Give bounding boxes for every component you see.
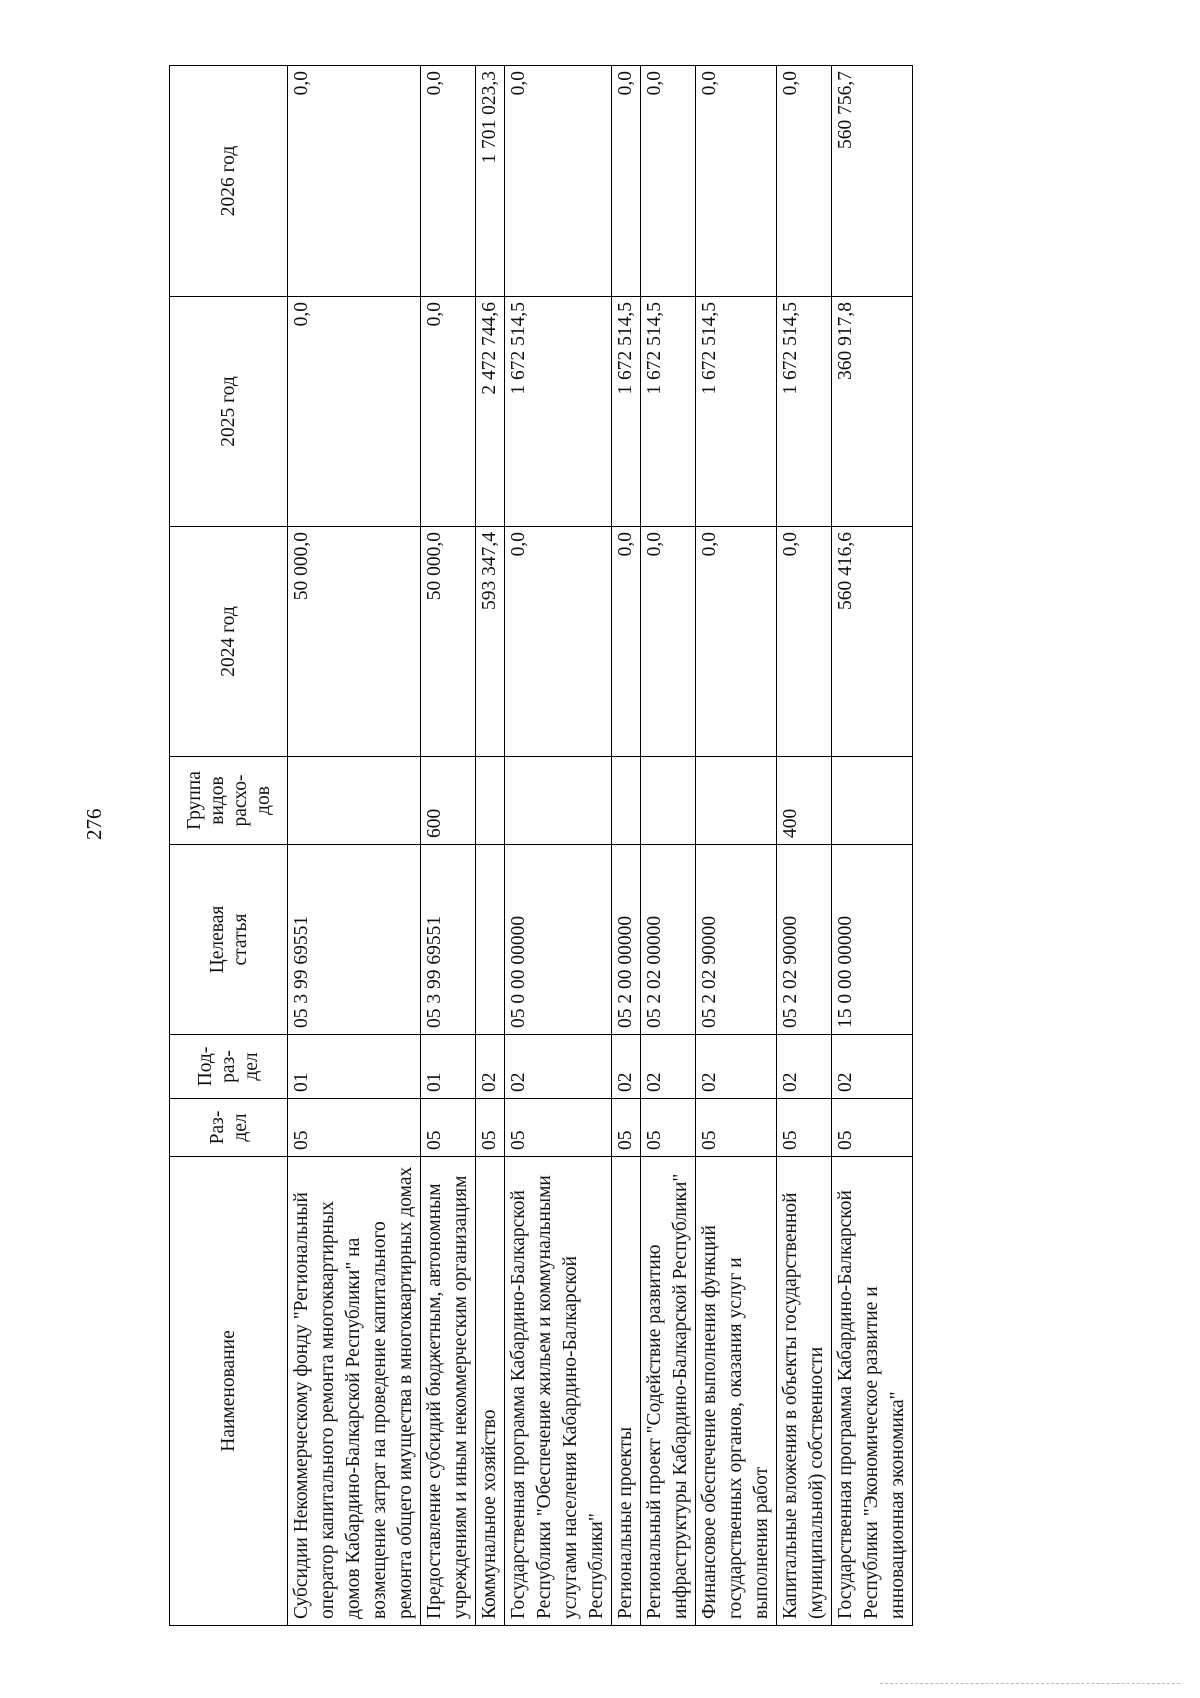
cell-2025: 1 672 514,5 bbox=[777, 297, 832, 527]
cell-razdel: 05 bbox=[476, 1099, 505, 1157]
cell-name: Финансовое обеспечение выполнения функций государственных органов, оказания услуг и выполнения работ bbox=[696, 1157, 777, 1626]
cell-2026: 0,0 bbox=[777, 66, 832, 297]
cell-razdel: 05 bbox=[832, 1099, 913, 1157]
cell-2025: 0,0 bbox=[288, 297, 421, 527]
cell-name: Государственная программа Кабардино-Балкарской Республики "Обеспечение жильем и коммунальными услугами населения Кабардино-Балкарской Республики" bbox=[505, 1157, 612, 1626]
table-row bbox=[505, 66, 612, 1626]
cell-razdel: 05 bbox=[777, 1099, 832, 1157]
cell-razdel: 05 bbox=[612, 1099, 641, 1157]
cell-podrazdel: 02 bbox=[696, 1035, 777, 1099]
cell-2025: 1 672 514,5 bbox=[612, 297, 641, 527]
cell-group bbox=[612, 757, 641, 845]
cell-2025: 2 472 744,6 bbox=[476, 297, 505, 527]
cell-razdel: 05 bbox=[421, 1099, 476, 1157]
cell-group bbox=[696, 757, 777, 845]
col-header-2024: 2024 год bbox=[170, 527, 288, 757]
cell-2024: 0,0 bbox=[612, 527, 641, 757]
cell-2026: 0,0 bbox=[641, 66, 696, 297]
cell-target: 05 2 00 00000 bbox=[612, 845, 641, 1035]
table-row bbox=[696, 66, 777, 1626]
cell-2026: 0,0 bbox=[421, 66, 476, 297]
cell-podrazdel: 01 bbox=[421, 1035, 476, 1099]
col-header-target: Целевая статья bbox=[170, 845, 288, 1035]
cell-group bbox=[476, 757, 505, 845]
cell-group: 600 bbox=[421, 757, 476, 845]
cell-2025: 1 672 514,5 bbox=[641, 297, 696, 527]
cell-2026: 0,0 bbox=[612, 66, 641, 297]
col-header-razdel: Раз- дел bbox=[170, 1099, 288, 1157]
page-number: 276 bbox=[82, 808, 106, 840]
cell-group: 400 bbox=[777, 757, 832, 845]
cell-razdel: 05 bbox=[696, 1099, 777, 1157]
cell-podrazdel: 02 bbox=[612, 1035, 641, 1099]
cell-2024: 0,0 bbox=[696, 527, 777, 757]
cell-podrazdel: 02 bbox=[641, 1035, 696, 1099]
cell-2025: 1 672 514,5 bbox=[696, 297, 777, 527]
cell-name: Региональный проект "Содействие развитию инфраструктуры Кабардино-Балкарской Республики" bbox=[641, 1157, 696, 1626]
table-row bbox=[641, 66, 696, 1626]
cell-2024: 50 000,0 bbox=[288, 527, 421, 757]
cell-name: Капитальные вложения в объекты государственной (муниципальной) собственности bbox=[777, 1157, 832, 1626]
cell-2026: 560 756,7 bbox=[832, 66, 913, 297]
cell-name: Государственная программа Кабардино-Балкарской Республики "Экономическое развитие и инновационная экономика" bbox=[832, 1157, 913, 1626]
cell-name: Региональные проекты bbox=[612, 1157, 641, 1626]
cell-2024: 0,0 bbox=[505, 527, 612, 757]
cell-group bbox=[641, 757, 696, 845]
table-row bbox=[832, 66, 913, 1626]
cell-razdel: 05 bbox=[288, 1099, 421, 1157]
cell-podrazdel: 01 bbox=[288, 1035, 421, 1099]
cell-target: 15 0 00 00000 bbox=[832, 845, 913, 1035]
cell-name: Предоставление субсидий бюджетным, автономным учреждениям и иным некоммерческим организациям bbox=[421, 1157, 476, 1626]
col-header-name: Наименование bbox=[170, 1157, 288, 1626]
col-header-2026: 2026 год bbox=[170, 66, 288, 297]
cell-target: 05 2 02 90000 bbox=[777, 845, 832, 1035]
cell-podrazdel: 02 bbox=[476, 1035, 505, 1099]
cell-2025: 1 672 514,5 bbox=[505, 297, 612, 527]
col-header-group: Группа видов расхо- дов bbox=[170, 757, 288, 845]
cell-2024: 560 416,6 bbox=[832, 527, 913, 757]
cell-podrazdel: 02 bbox=[505, 1035, 612, 1099]
cell-2026: 0,0 bbox=[696, 66, 777, 297]
cell-name: Коммунальное хозяйство bbox=[476, 1157, 505, 1626]
table-row bbox=[421, 66, 476, 1626]
cell-group bbox=[832, 757, 913, 845]
col-header-2025: 2025 год bbox=[170, 297, 288, 527]
table-row bbox=[476, 66, 505, 1626]
scan-edge-line bbox=[880, 1683, 1180, 1684]
cell-2024: 0,0 bbox=[777, 527, 832, 757]
cell-2026: 0,0 bbox=[505, 66, 612, 297]
cell-2025: 360 917,8 bbox=[832, 297, 913, 527]
cell-razdel: 05 bbox=[641, 1099, 696, 1157]
cell-target: 05 0 00 00000 bbox=[505, 845, 612, 1035]
table-header-row bbox=[170, 66, 288, 1626]
cell-target: 05 2 02 00000 bbox=[641, 845, 696, 1035]
cell-2026: 1 701 023,3 bbox=[476, 66, 505, 297]
cell-2024: 50 000,0 bbox=[421, 527, 476, 757]
cell-group bbox=[288, 757, 421, 845]
cell-target bbox=[476, 845, 505, 1035]
cell-2026: 0,0 bbox=[288, 66, 421, 297]
cell-podrazdel: 02 bbox=[832, 1035, 913, 1099]
cell-target: 05 3 99 69551 bbox=[421, 845, 476, 1035]
table-row bbox=[777, 66, 832, 1626]
budget-table-rotated bbox=[169, 66, 1104, 1626]
cell-2025: 0,0 bbox=[421, 297, 476, 527]
cell-razdel: 05 bbox=[505, 1099, 612, 1157]
table-row bbox=[288, 66, 421, 1626]
cell-2024: 0,0 bbox=[641, 527, 696, 757]
col-header-podrazdel: Под- раз- дел bbox=[170, 1035, 288, 1099]
cell-podrazdel: 02 bbox=[777, 1035, 832, 1099]
cell-target: 05 3 99 69551 bbox=[288, 845, 421, 1035]
cell-name: Субсидии Некоммерческому фонду "Региональный оператор капитального ремонта многоквартирных домов Кабардино-Балкарской Республики" на возмещение затрат на проведение капитального ремонта общего имущества в многоквартирных домах bbox=[288, 1157, 421, 1626]
cell-target: 05 2 02 90000 bbox=[696, 845, 777, 1035]
table-row bbox=[612, 66, 641, 1626]
cell-group bbox=[505, 757, 612, 845]
cell-2024: 593 347,4 bbox=[476, 527, 505, 757]
budget-table bbox=[169, 65, 913, 1626]
